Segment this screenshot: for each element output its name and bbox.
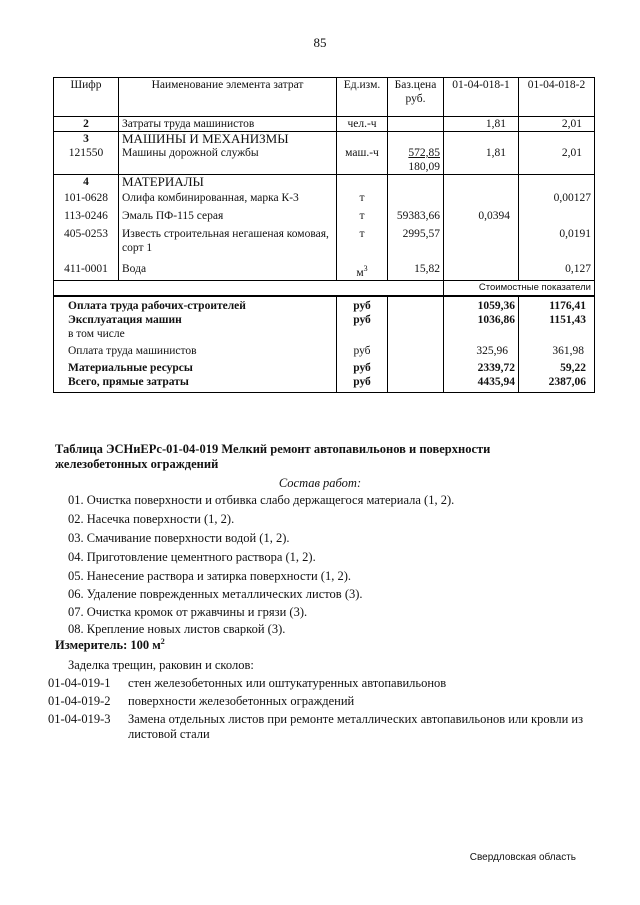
row-value-b: 2,01: [519, 117, 595, 132]
total-unit: руб: [337, 296, 388, 313]
work-item: 08. Крепление новых листов сваркой (3).: [68, 622, 286, 636]
work-item: 04. Приготовление цементного раствора (1, 2).: [68, 550, 316, 564]
cost-table: [53, 77, 595, 393]
total-name: Оплата труда машинистов: [54, 344, 337, 361]
row-name: Известь строительная негашеная комовая, сорт 1: [119, 227, 337, 259]
total-name: Эксплуатация машин: [54, 313, 337, 327]
total-value-a: [444, 327, 519, 344]
total-unit: руб: [337, 375, 388, 393]
section-materials-row: [54, 175, 595, 190]
table-row: [54, 189, 595, 209]
row-value-a: 0,0394: [444, 209, 519, 227]
row-unit: $м^3$: [337, 259, 388, 280]
total-value-a: 2339,72: [444, 361, 519, 375]
row-name: Затраты труда машинистов: [119, 117, 337, 132]
row-code: 121550: [54, 146, 119, 175]
row-unit: т: [337, 209, 388, 227]
table-header-row: [54, 78, 595, 117]
section-code: 4: [54, 175, 119, 190]
section-title: МАШИНЫ И МЕХАНИЗМЫ: [119, 132, 337, 147]
total-name: Материальные ресурсы: [54, 361, 337, 375]
total-value-b: 1176,41: [519, 296, 595, 313]
row-unit: т: [337, 189, 388, 209]
total-name: Оплата труда рабочих-строителей: [54, 296, 337, 313]
section-machines-row: [54, 132, 595, 147]
code-value: 01-04-019-3: [48, 712, 111, 726]
work-item: 01. Очистка поверхности и отбивка слабо держащегося материала (1, 2).: [68, 493, 455, 507]
table-title: Таблица ЭСНиЕРс-01-04-019 Мелкий ремонт автопавильонов и поверхности железобетонных ограждений: [55, 442, 491, 471]
total-row: [54, 361, 595, 375]
total-unit: руб: [337, 361, 388, 375]
total-value-a: 325,96: [444, 344, 519, 361]
row-name: Олифа комбинированная, марка К-3: [119, 189, 337, 209]
code-desc: поверхности железобетонных ограждений: [128, 694, 355, 708]
total-value-b: 361,98: [519, 344, 595, 361]
total-row: [54, 327, 595, 344]
row-value-b: 2,01: [519, 146, 595, 175]
work-item: 07. Очистка кромок от ржавчины и грязи (3).: [68, 605, 308, 619]
row-value-b: 0,00127: [519, 189, 595, 209]
work-item: 02. Насечка поверхности (1, 2).: [68, 512, 235, 526]
row-code: 2: [54, 117, 119, 132]
total-row: [54, 344, 595, 361]
code-value: 01-04-019-2: [48, 694, 111, 708]
row-price: 59383,66: [388, 209, 444, 227]
code-value: 01-04-019-1: [48, 676, 111, 690]
row-code: 101-0628: [54, 189, 119, 209]
table-row-water: [54, 259, 595, 280]
header-name: Наименование элемента затрат: [119, 78, 337, 117]
row-code: 411-0001: [54, 259, 119, 280]
section-code: 3: [54, 132, 119, 147]
row-value-a: [444, 189, 519, 209]
total-value-a: 1036,86: [444, 313, 519, 327]
work-item: 03. Смачивание поверхности водой (1, 2).: [68, 531, 290, 545]
footer-region: Свердловская область: [469, 852, 576, 863]
row-name: Машины дорожной службы: [119, 146, 337, 175]
row-code: 113-0246: [54, 209, 119, 227]
total-row: [54, 313, 595, 327]
total-unit: руб: [337, 344, 388, 361]
row-value-a: 1,81: [444, 146, 519, 175]
price-line-2: 180,09: [408, 161, 440, 173]
header-base-price: Баз.цена руб.: [388, 78, 444, 117]
header-code: Шифр: [54, 78, 119, 117]
cost-indicators-label: Стоимостные показатели: [444, 280, 595, 296]
total-value-b: 2387,06: [519, 375, 595, 393]
total-value-b: 1151,43: [519, 313, 595, 327]
row-value-b: 0,127: [519, 259, 595, 280]
row-unit: маш.-ч: [337, 146, 388, 175]
meter-label: Измеритель: 100 $м^2$: [55, 637, 165, 653]
table-row: [54, 209, 595, 227]
header-col-a: 01-04-018-1: [444, 78, 519, 117]
row-value-a: 1,81: [444, 117, 519, 132]
row-value-a: [444, 227, 519, 259]
works-title: Состав работ:: [278, 476, 362, 490]
page-number: 85: [313, 35, 327, 50]
total-value-b: [519, 327, 595, 344]
header-col-b: 01-04-018-2: [519, 78, 595, 117]
section-title: МАТЕРИАЛЫ: [119, 175, 337, 190]
row-value-b: 0,0191: [519, 227, 595, 259]
row-price: 2995,57: [388, 227, 444, 259]
total-value-a: 4435,94: [444, 375, 519, 393]
row-unit: чел.-ч: [337, 117, 388, 132]
code-desc: Замена отдельных листов при ремонте металлических автопавильонов или кровли из листовой стали: [128, 712, 584, 741]
total-value-b: 59,22: [519, 361, 595, 375]
row-value-a: [444, 259, 519, 280]
total-name: в том числе: [54, 327, 337, 344]
table-row: [54, 227, 595, 259]
row-name: Вода: [119, 259, 337, 280]
row-value-b: [519, 209, 595, 227]
repair-intro: Заделка трещин, раковин и сколов:: [68, 658, 254, 672]
total-row: [54, 375, 595, 393]
total-name: Всего, прямые затраты: [54, 375, 337, 393]
table-row-road-machines: [54, 146, 595, 175]
header-unit: Ед.изм.: [337, 78, 388, 117]
row-price: [388, 117, 444, 132]
work-item: 05. Нанесение раствора и затирка поверхности (1, 2).: [68, 569, 352, 583]
table-row-labor-machinists: [54, 117, 595, 132]
row-code: 405-0253: [54, 227, 119, 259]
total-unit: руб: [337, 313, 388, 327]
total-unit: [337, 327, 388, 344]
row-price: [388, 189, 444, 209]
total-row: [54, 296, 595, 313]
row-name: Эмаль ПФ-115 серая: [119, 209, 337, 227]
row-price: [388, 146, 444, 175]
total-value-a: 1059,36: [444, 296, 519, 313]
work-item: 06. Удаление поврежденных металлических листов (3).: [68, 587, 363, 601]
row-price: 15,82: [388, 259, 444, 280]
row-unit: т: [337, 227, 388, 259]
cost-indicators-row: [54, 280, 595, 296]
code-desc: стен железобетонных или оштукатуренных автопавильонов: [128, 676, 447, 690]
price-line-1: 572,85: [408, 147, 440, 159]
